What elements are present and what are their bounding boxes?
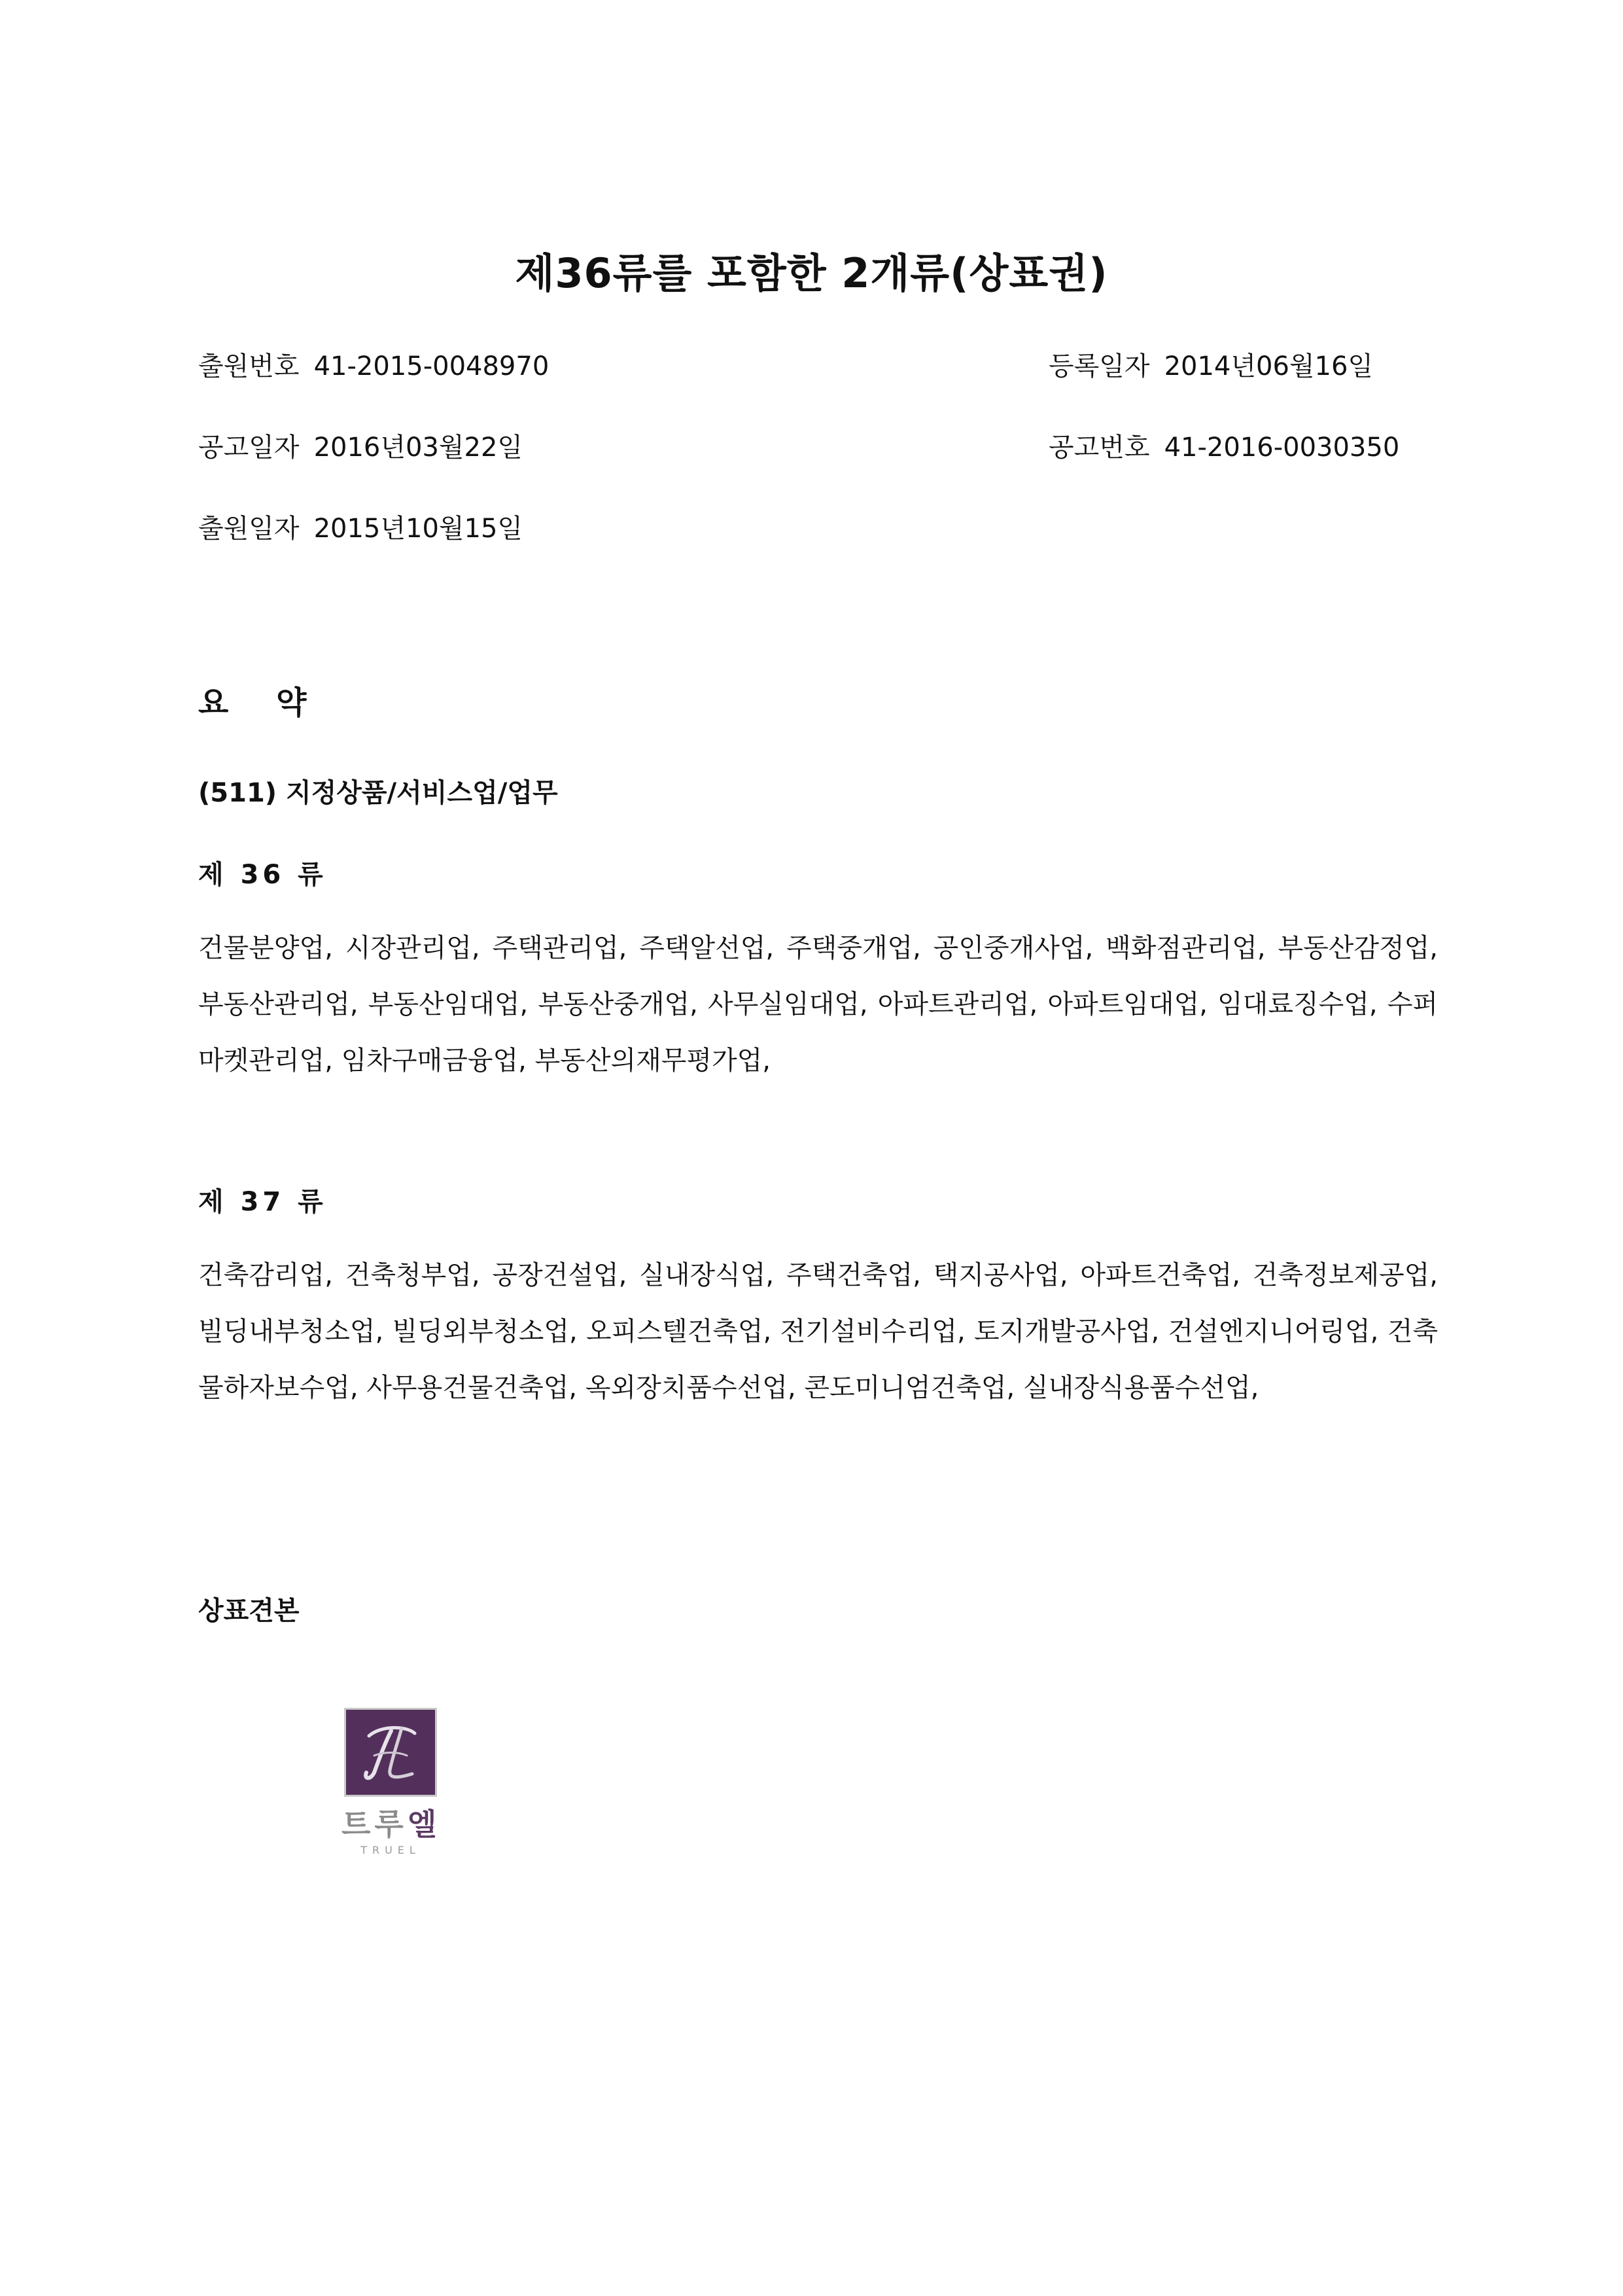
class-36-heading: 제 36 류 (198, 860, 327, 890)
trademark-logo-subtext: TRUEL (360, 1844, 421, 1856)
registration-date-value: 2014년06월16일 (1164, 351, 1374, 381)
application-number-label: 출원번호 (198, 351, 300, 381)
trademark-logo-text: 트루엘 (341, 1807, 441, 1842)
application-number-value: 41-2015-0048970 (313, 351, 550, 381)
class-37-services: 건축감리업, 건축청부업, 공장건설업, 실내장식업, 주택건축업, 택지공사업, 아파트건축업, 건축정보제공업, 빌딩내부청소업, 빌딩외부청소업, 오피스텔건축업, 전기설비수리업, 토지개발공사업, 건설엔지니어링업, 건축 물하자보수업, 사무용건물건축업, 옥외장치품수선업, 콘도미니엄건축업, 실내장식용품수선업, (198, 1260, 1438, 1403)
class-36-services: 건물분양업, 시장관리업, 주택관리업, 주택알선업, 주택중개업, 공인중개사업, 백화점관리업, 부동산감정업, 부동산관리업, 부동산임대업, 부동산중개업, 사무실임대업, 아파트관리업, 아파트임대업, 임대료징수업, 수퍼 마켓관리업, 임차구매금융업, 부동산의재무평가업, (198, 933, 1438, 1076)
trademark-emblem (344, 1708, 437, 1797)
publication-date-row (198, 427, 523, 464)
page-title: 제36류를 포함한 2개류(상표권) (515, 249, 1108, 297)
class-37-heading: 제 37 류 (198, 1187, 327, 1217)
registration-date-row (1049, 345, 1373, 383)
publication-date-label: 공고일자 (198, 433, 300, 463)
application-date-value: 2015년10월15일 (313, 514, 523, 544)
publication-date-value: 2016년03월22일 (313, 433, 523, 463)
application-date-label: 출원일자 (198, 514, 300, 544)
publication-number-label: 공고번호 (1049, 433, 1150, 463)
registration-date-label: 등록일자 (1049, 351, 1150, 381)
summary-heading: 요 약 (198, 684, 325, 721)
application-date-row (198, 508, 523, 545)
application-number-row (198, 345, 549, 383)
tl-monogram-icon (355, 1716, 427, 1788)
trademark-sample-heading: 상표견본 (198, 1596, 300, 1626)
publication-number-value: 41-2016-0030350 (1164, 433, 1400, 463)
trademark-logo (341, 1708, 440, 1856)
publication-number-row (1049, 427, 1399, 464)
designated-goods-heading: (511) 지정상품/서비스업/업무 (198, 778, 558, 808)
